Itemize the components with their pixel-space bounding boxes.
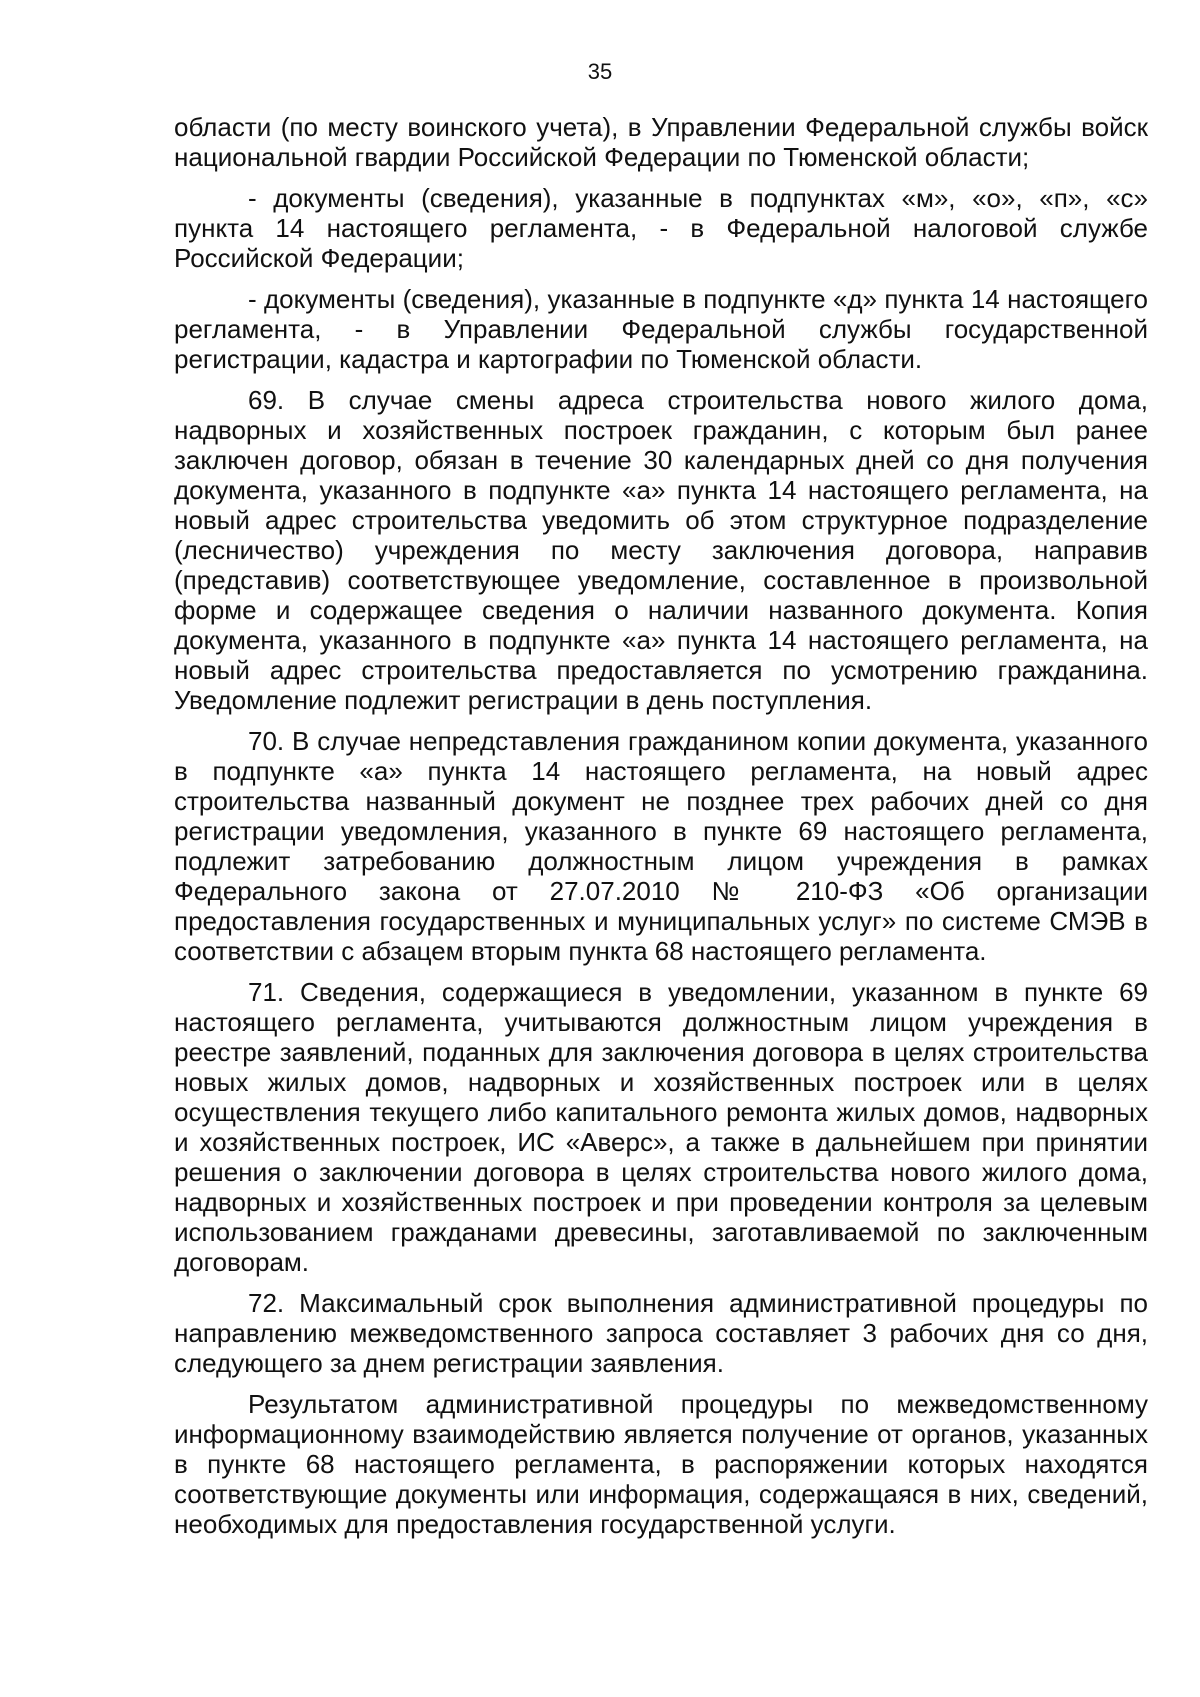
paragraph-clause-72: 72. Максимальный срок выполнения административной процедуры по направлению межведомственного запроса составляет 3 рабочих дня со дня, следующего за днем регистрации заявления. bbox=[174, 1288, 1148, 1378]
document-body bbox=[174, 112, 1148, 1550]
paragraph-tax-service-documents: - документы (сведения), указанные в подпунктах «м», «о», «п», «с» пункта 14 настоящего регламента, - в Федеральной налоговой службе Российской Федерации; bbox=[174, 183, 1148, 273]
paragraph-continuation: области (по месту воинского учета), в Управлении Федеральной службы войск национальной гвардии Российской Федерации по Тюменской области; bbox=[174, 112, 1148, 172]
paragraph-clause-69: 69. В случае смены адреса строительства нового жилого дома, надворных и хозяйственных построек гражданин, с которым был ранее заключен договор, обязан в течение 30 календарных дней со дня получения документа, указанного в подпункте «а» пункта 14 настоящего регламента, на новый адрес строительства уведомить об этом структурное подразделение (лесничество) учреждения по месту заключения договора, направив (представив) соответствующее уведомление, составленное в произвольной форме и содержащее сведения о наличии названного документа. Копия документа, указанного в подпункте «а» пункта 14 настоящего регламента, на новый адрес строительства предоставляется по усмотрению гражданина. Уведомление подлежит регистрации в день поступления. bbox=[174, 385, 1148, 715]
page-number: 35 bbox=[587, 59, 613, 84]
paragraph-clause-70: 70. В случае непредставления гражданином копии документа, указанного в подпункте «а» пункта 14 настоящего регламента, на новый адрес строительства названный документ не позднее трех рабочих дней со дня регистрации уведомления, указанного в пункте 69 настоящего регламента, подлежит затребованию должностным лицом учреждения в рамках Федерального закона от 27.07.2010 № 210-ФЗ «Об организации предоставления государственных и муниципальных услуг» по системе СМЭВ в соответствии с абзацем вторым пункта 68 настоящего регламента. bbox=[174, 726, 1148, 966]
paragraph-rosreestr-documents: - документы (сведения), указанные в подпункте «д» пункта 14 настоящего регламента, - в Управлении Федеральной службы государственной регистрации, кадастра и картографии по Тюменской области. bbox=[174, 284, 1148, 374]
paragraph-procedure-result: Результатом административной процедуры по межведомственному информационному взаимодействию является получение от органов, указанных в пункте 68 настоящего регламента, в распоряжении которых находятся соответствующие документы или информация, содержащаяся в них, сведений, необходимых для предоставления государственной услуги. bbox=[174, 1389, 1148, 1539]
paragraph-clause-71: 71. Сведения, содержащиеся в уведомлении, указанном в пункте 69 настоящего регламента, учитываются должностным лицом учреждения в реестре заявлений, поданных для заключения договора в целях строительства новых жилых домов, надворных и хозяйственных построек или в целях осуществления текущего либо капитального ремонта жилых домов, надворных и хозяйственных построек, ИС «Аверс», а также в дальнейшем при принятии решения о заключении договора в целях строительства нового жилого дома, надворных и хозяйственных построек и при проведении контроля за целевым использованием гражданами древесины, заготавливаемой по заключенным договорам. bbox=[174, 977, 1148, 1277]
